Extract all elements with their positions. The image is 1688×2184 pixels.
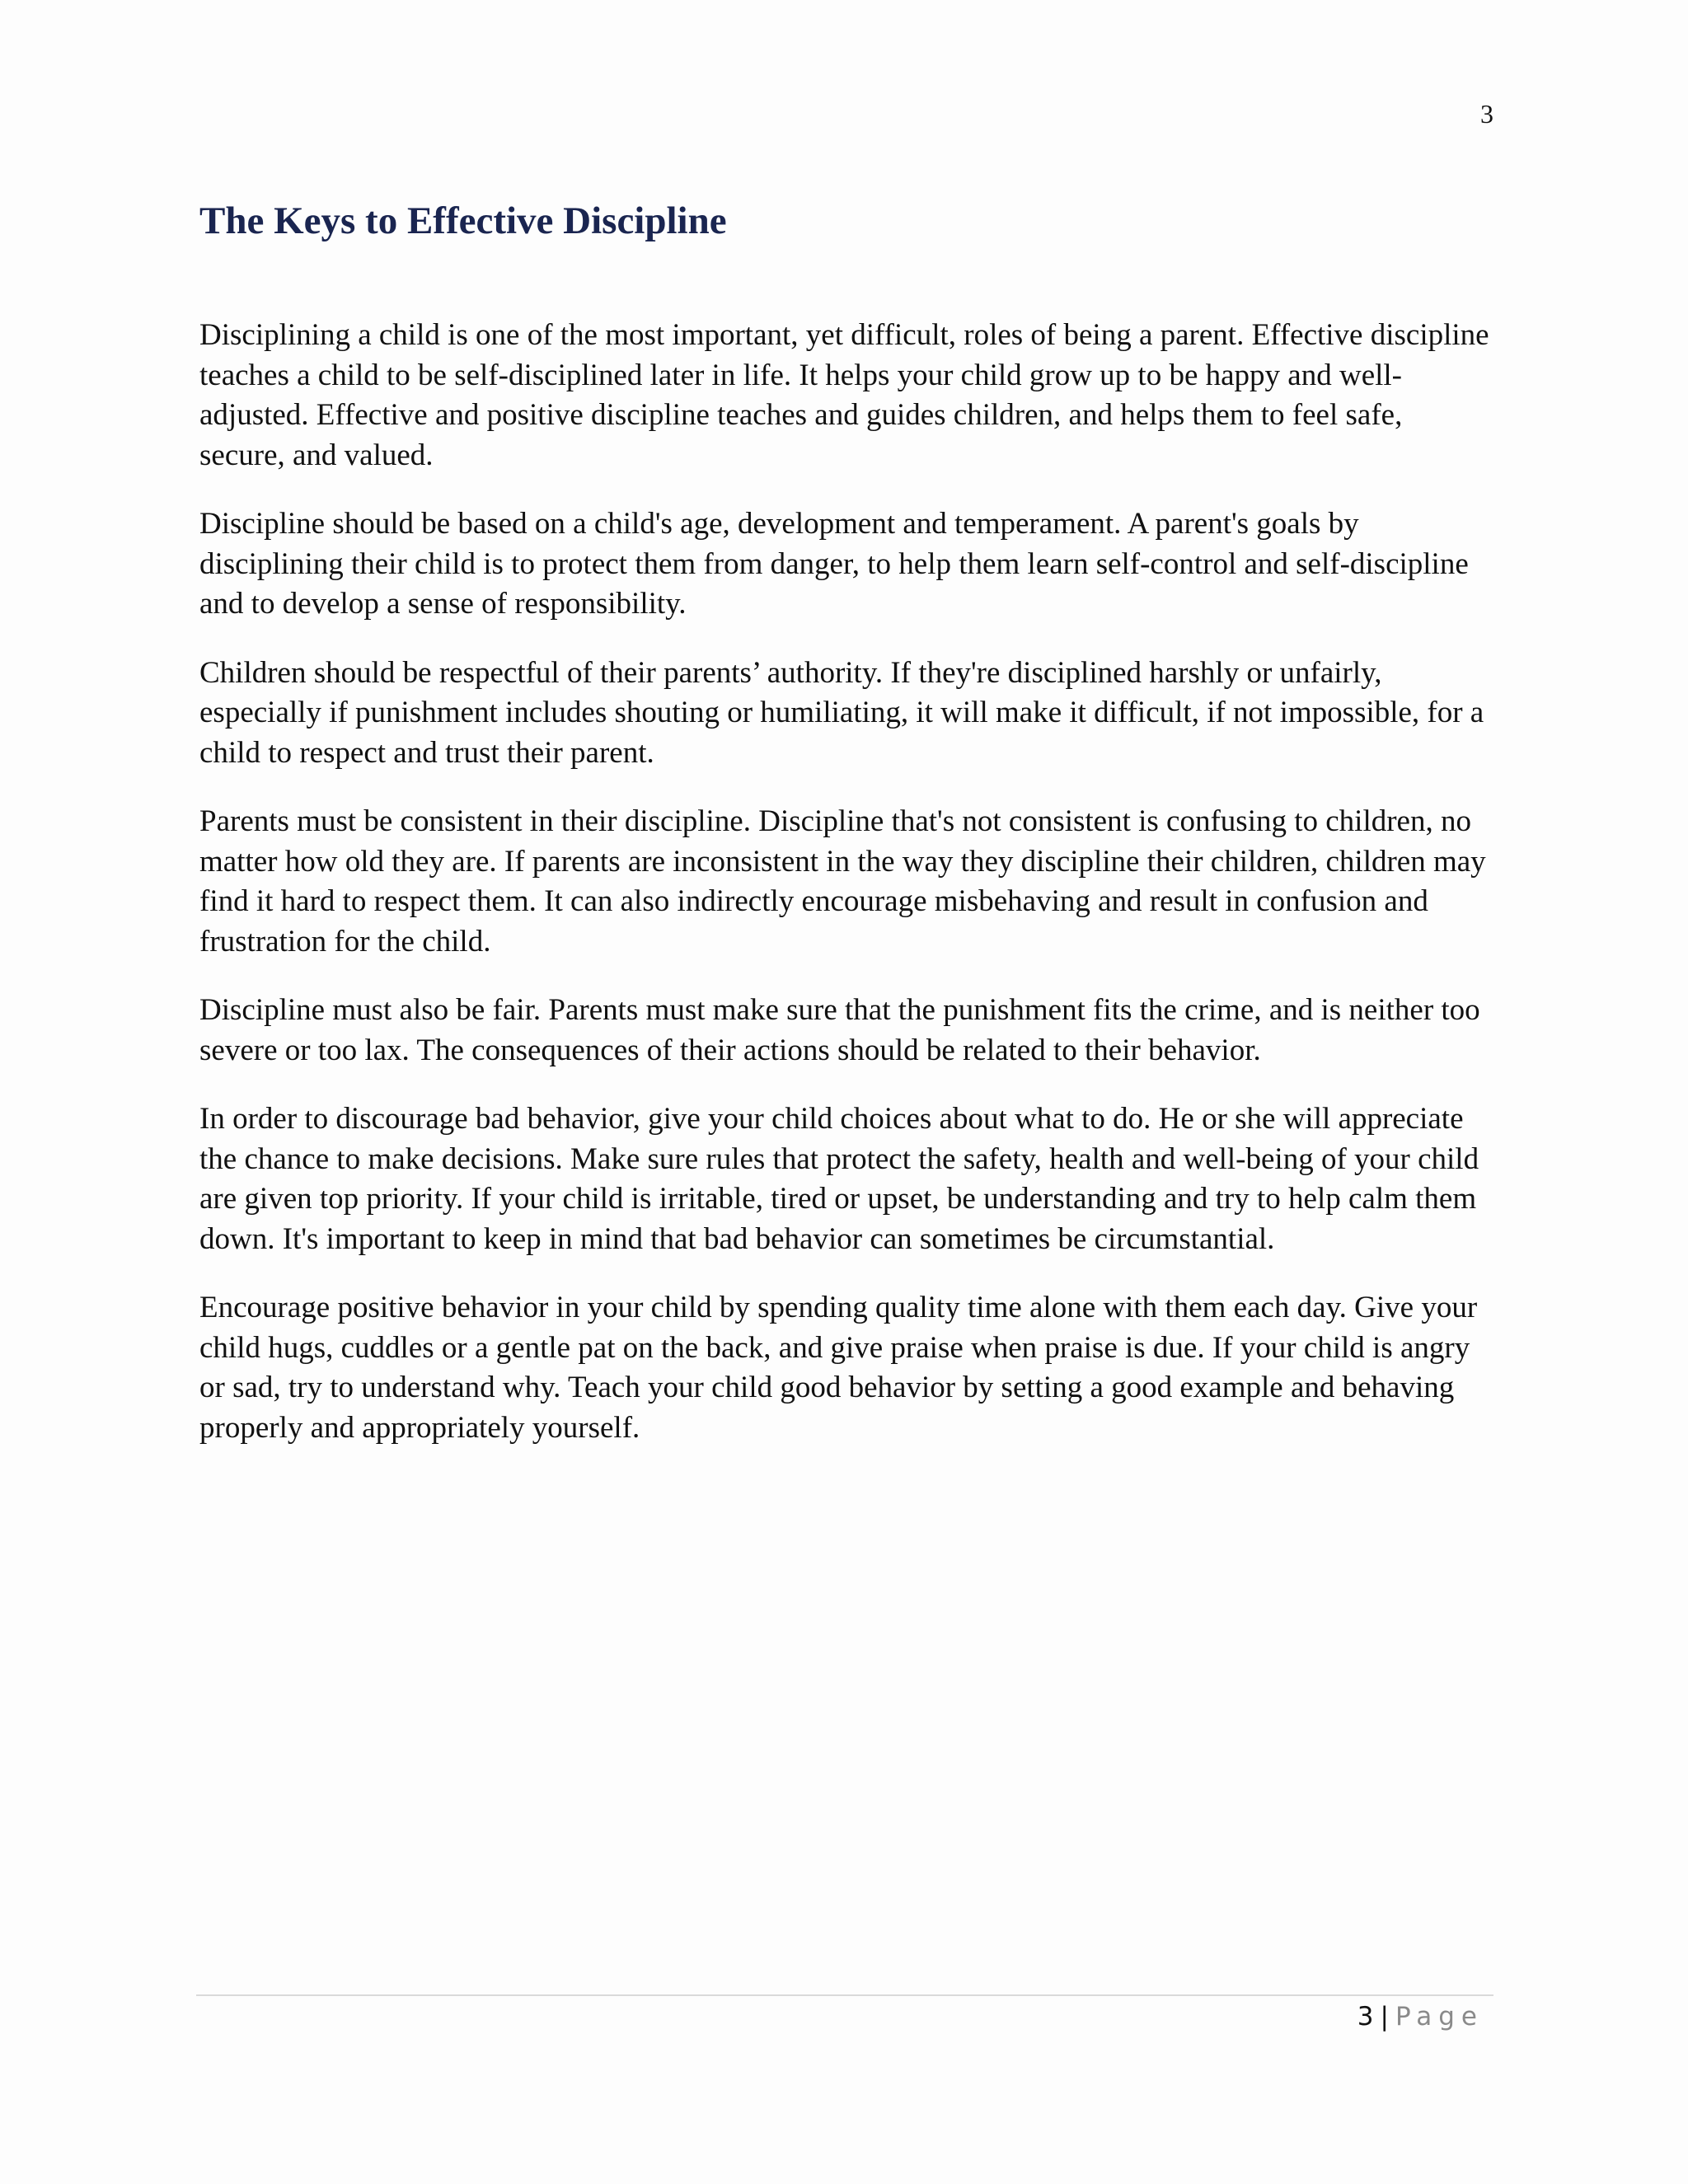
footer-page-label: [1154, 1999, 1484, 2034]
paragraph-6: In order to discourage bad behavior, give your child choices about what to do. He or she will appreciate the chance to make decisions. Make sure rules that protect the safety, health and well-being of your child are given top priority. If your child is irritable, tired or upset, be understanding and try to help calm them down. It's important to keep in mind that bad behavior can sometimes be circumstantial.: [199, 1102, 1479, 1256]
paragraph-5: Discipline must also be fair. Parents must make sure that the punishment fits the crime, and is neither too severe or too lax. The consequences of their actions should be related to their behavior.: [199, 993, 1480, 1067]
paragraph-2: Discipline should be based on a child's age, development and temperament. A parent's goals by disciplining their child is to protect them from danger, to help them learn self-control and self-discipline and to develop a sense of responsibility.: [199, 507, 1469, 621]
footer-page-word: Page: [1395, 2002, 1484, 2032]
footer-page-number: 3: [1357, 2002, 1374, 2032]
paragraph-7: Encourage positive behavior in your child by spending quality time alone with them each day. Give your child hugs, cuddles or a gentle pat on the back, and give praise when praise is due. If your child is angry or sad, try to understand why. Teach your child good behavior by setting a good example and behaving properly and appropriately yourself.: [199, 1291, 1478, 1445]
footer-separator: |: [1380, 2002, 1389, 2032]
page-title: The Keys to Effective Discipline: [199, 199, 727, 242]
header-page-number: 3: [1480, 99, 1493, 129]
paragraph-4: Parents must be consistent in their discipline. Discipline that's not consistent is confusing to children, no matter how old they are. If parents are inconsistent in the way they discipline their children, children may find it hard to respect them. It can also indirectly encourage misbehaving and result in confusion and frustration for the child.: [199, 804, 1486, 958]
footer-divider: [196, 1994, 1493, 1996]
paragraph-3: Children should be respectful of their parents’ authority. If they're disciplined harshly or unfairly, especially if punishment includes shouting or humiliating, it will make it difficult, if not impossible, for a child to respect and trust their parent.: [199, 655, 1484, 770]
document-body: [199, 316, 1492, 1477]
paragraph-1: Disciplining a child is one of the most important, yet difficult, roles of being a parent. Effective discipline teaches a child to be self-disciplined later in life. It helps your child grow up to be happy and well-adjusted. Effective and positive discipline teaches and guides children, and helps them to feel safe, secure, and valued.: [199, 318, 1489, 472]
